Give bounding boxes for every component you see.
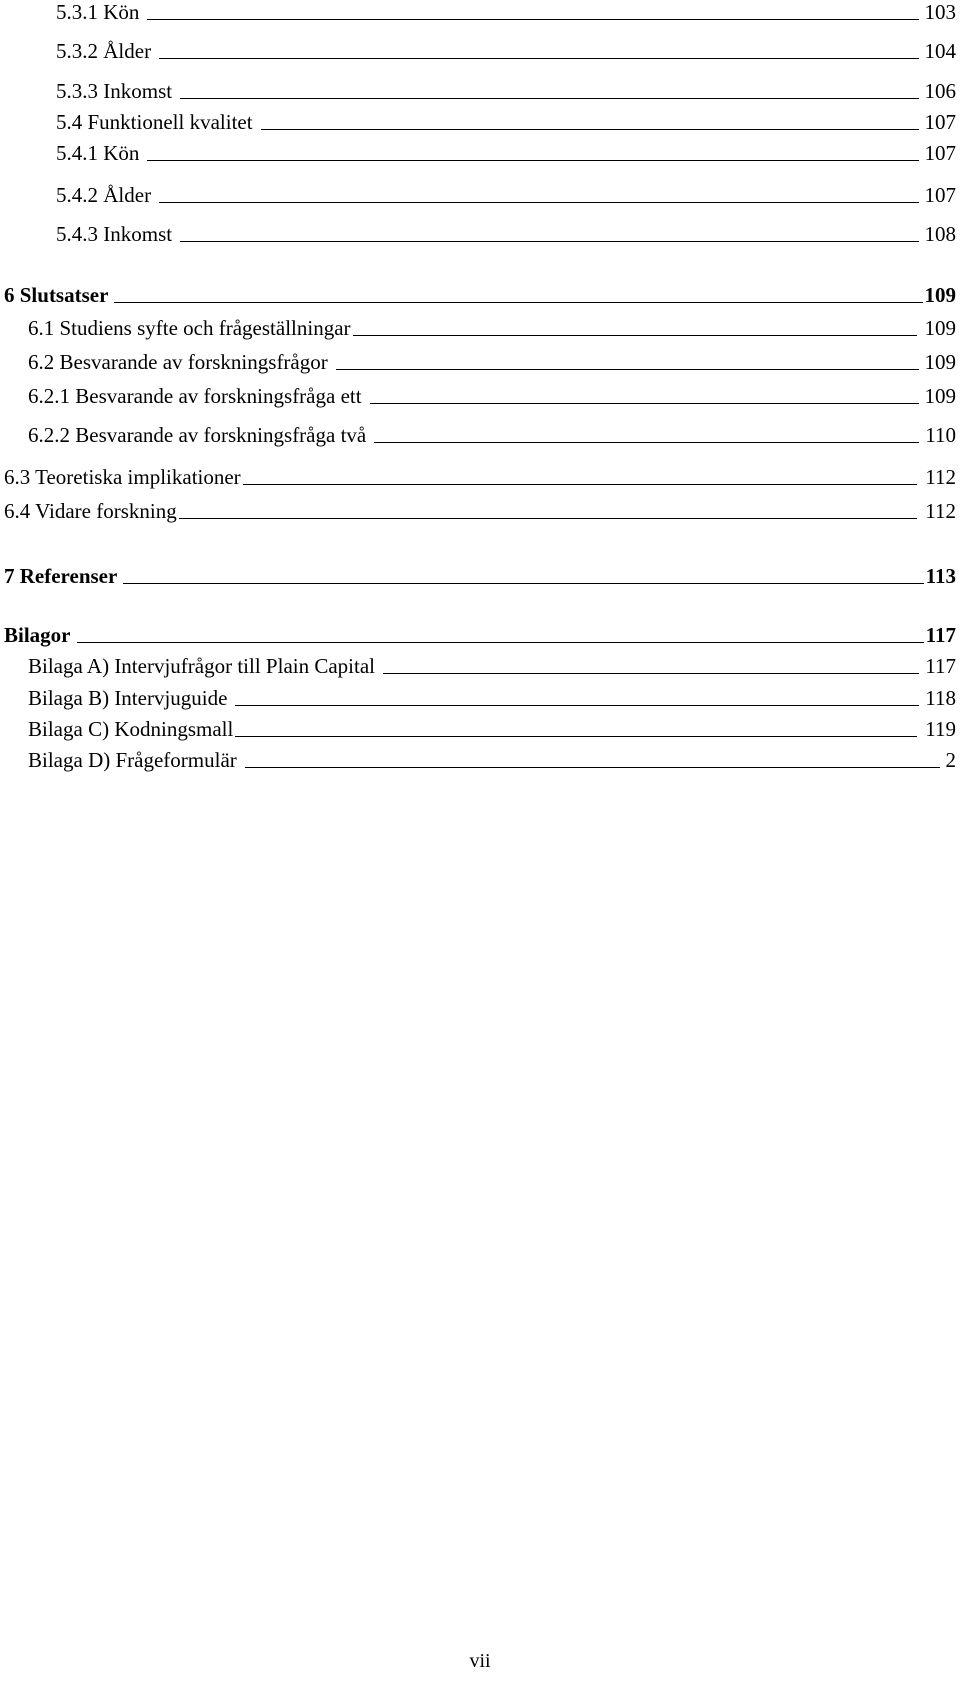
toc-leader-line [235, 735, 917, 737]
toc-entry-label: 5.4.1 Kön [56, 141, 140, 165]
toc-entry-label: 5.3.2 Ålder [56, 39, 152, 63]
toc-leader-line [370, 402, 919, 404]
toc-leader-line [147, 159, 918, 161]
toc-leader-line [245, 766, 940, 768]
toc-entry-page: 117 [925, 654, 956, 678]
toc-entry-page: 109 [924, 316, 956, 340]
toc-entry-page: 107 [924, 141, 956, 165]
toc-entry-page: 108 [924, 222, 956, 246]
toc-entry-chapter[interactable] [4, 283, 956, 307]
toc-leader-line [180, 240, 918, 242]
toc-entry-page: 104 [924, 39, 956, 63]
toc-entry[interactable] [28, 423, 956, 447]
toc-entry-page: 112 [925, 465, 956, 489]
toc-entry-label: 6.4 Vidare forskning [4, 499, 177, 523]
toc-entry-label: Bilaga D) Frågeformulär [28, 748, 237, 772]
toc-leader-line [147, 18, 918, 20]
toc-entry-chapter[interactable] [4, 564, 956, 588]
toc-leader-line [243, 483, 918, 485]
toc-entry-label: 7 Referenser [4, 564, 118, 588]
toc-entry-label: Bilaga B) Intervjuguide [28, 686, 228, 710]
toc-entry-label: 6.2 Besvarande av forskningsfrågor [28, 350, 328, 374]
toc-entry[interactable] [28, 384, 956, 408]
toc-entry-page: 109 [924, 283, 956, 307]
toc-entry-page: 117 [925, 623, 956, 647]
toc-entry-label: 6 Slutsatser [4, 283, 109, 307]
page-number-footer: vii [469, 1650, 491, 1672]
toc-leader-line [374, 441, 919, 443]
toc-entry[interactable] [56, 110, 956, 134]
toc-entry-page: 2 [945, 748, 956, 772]
toc-entry[interactable] [28, 350, 956, 374]
toc-entry-page: 110 [925, 423, 956, 447]
toc-entry[interactable] [56, 79, 956, 103]
toc-leader-line [159, 201, 918, 203]
toc-entry-label: Bilaga C) Kodningsmall [28, 717, 234, 741]
toc-entry-page: 103 [924, 0, 956, 24]
toc-leader-line [159, 57, 918, 59]
toc-entry-label: 6.1 Studiens syfte och frågeställningar [28, 316, 351, 340]
toc-entry-label: 6.3 Teoretiska implikationer [4, 465, 241, 489]
toc-entry[interactable] [28, 316, 956, 340]
toc-entry-page: 119 [925, 717, 956, 741]
toc-entry[interactable] [56, 141, 956, 165]
toc-entry[interactable] [56, 222, 956, 246]
toc-entry[interactable] [28, 717, 956, 741]
toc-entry-label: 5.3.3 Inkomst [56, 79, 173, 103]
toc-entry-label: 5.4.2 Ålder [56, 183, 152, 207]
toc-entry-label: 6.2.2 Besvarande av forskningsfråga två [28, 423, 367, 447]
toc-entry-page: 107 [924, 110, 956, 134]
toc-entry-page: 106 [924, 79, 956, 103]
toc-entry-page: 112 [925, 499, 956, 523]
toc-entry[interactable] [56, 0, 956, 24]
toc-entry[interactable] [28, 654, 956, 678]
toc-entry[interactable] [28, 686, 956, 710]
toc-leader-line [77, 641, 924, 643]
toc-leader-line [180, 97, 918, 99]
toc-entry-label: 5.4.3 Inkomst [56, 222, 173, 246]
toc-leader-line [235, 704, 919, 706]
toc-entry-page: 107 [924, 183, 956, 207]
toc-entry-page: 109 [924, 350, 956, 374]
toc-leader-line [261, 128, 919, 130]
toc-leader-line [114, 301, 922, 303]
toc-leader-line [336, 368, 919, 370]
toc-entry[interactable] [4, 499, 956, 523]
toc-leader-line [123, 582, 923, 584]
toc-entry-chapter[interactable] [4, 623, 956, 647]
toc-entry[interactable] [56, 39, 956, 63]
toc-entry-label: 5.4 Funktionell kvalitet [56, 110, 253, 134]
toc-entry[interactable] [56, 183, 956, 207]
toc-entry[interactable] [4, 465, 956, 489]
toc-entry[interactable] [28, 748, 956, 772]
toc-entry-label: Bilagor [4, 623, 71, 647]
toc-entry-label: 6.2.1 Besvarande av forskningsfråga ett [28, 384, 362, 408]
toc-entry-page: 118 [925, 686, 956, 710]
toc-entry-page: 113 [925, 564, 956, 588]
toc-leader-line [383, 672, 919, 674]
toc-leader-line [179, 517, 918, 519]
toc-entry-label: 5.3.1 Kön [56, 0, 140, 24]
toc-entry-page: 109 [924, 384, 956, 408]
toc-entry-label: Bilaga A) Intervjufrågor till Plain Capital [28, 654, 376, 678]
toc-leader-line [353, 334, 917, 336]
